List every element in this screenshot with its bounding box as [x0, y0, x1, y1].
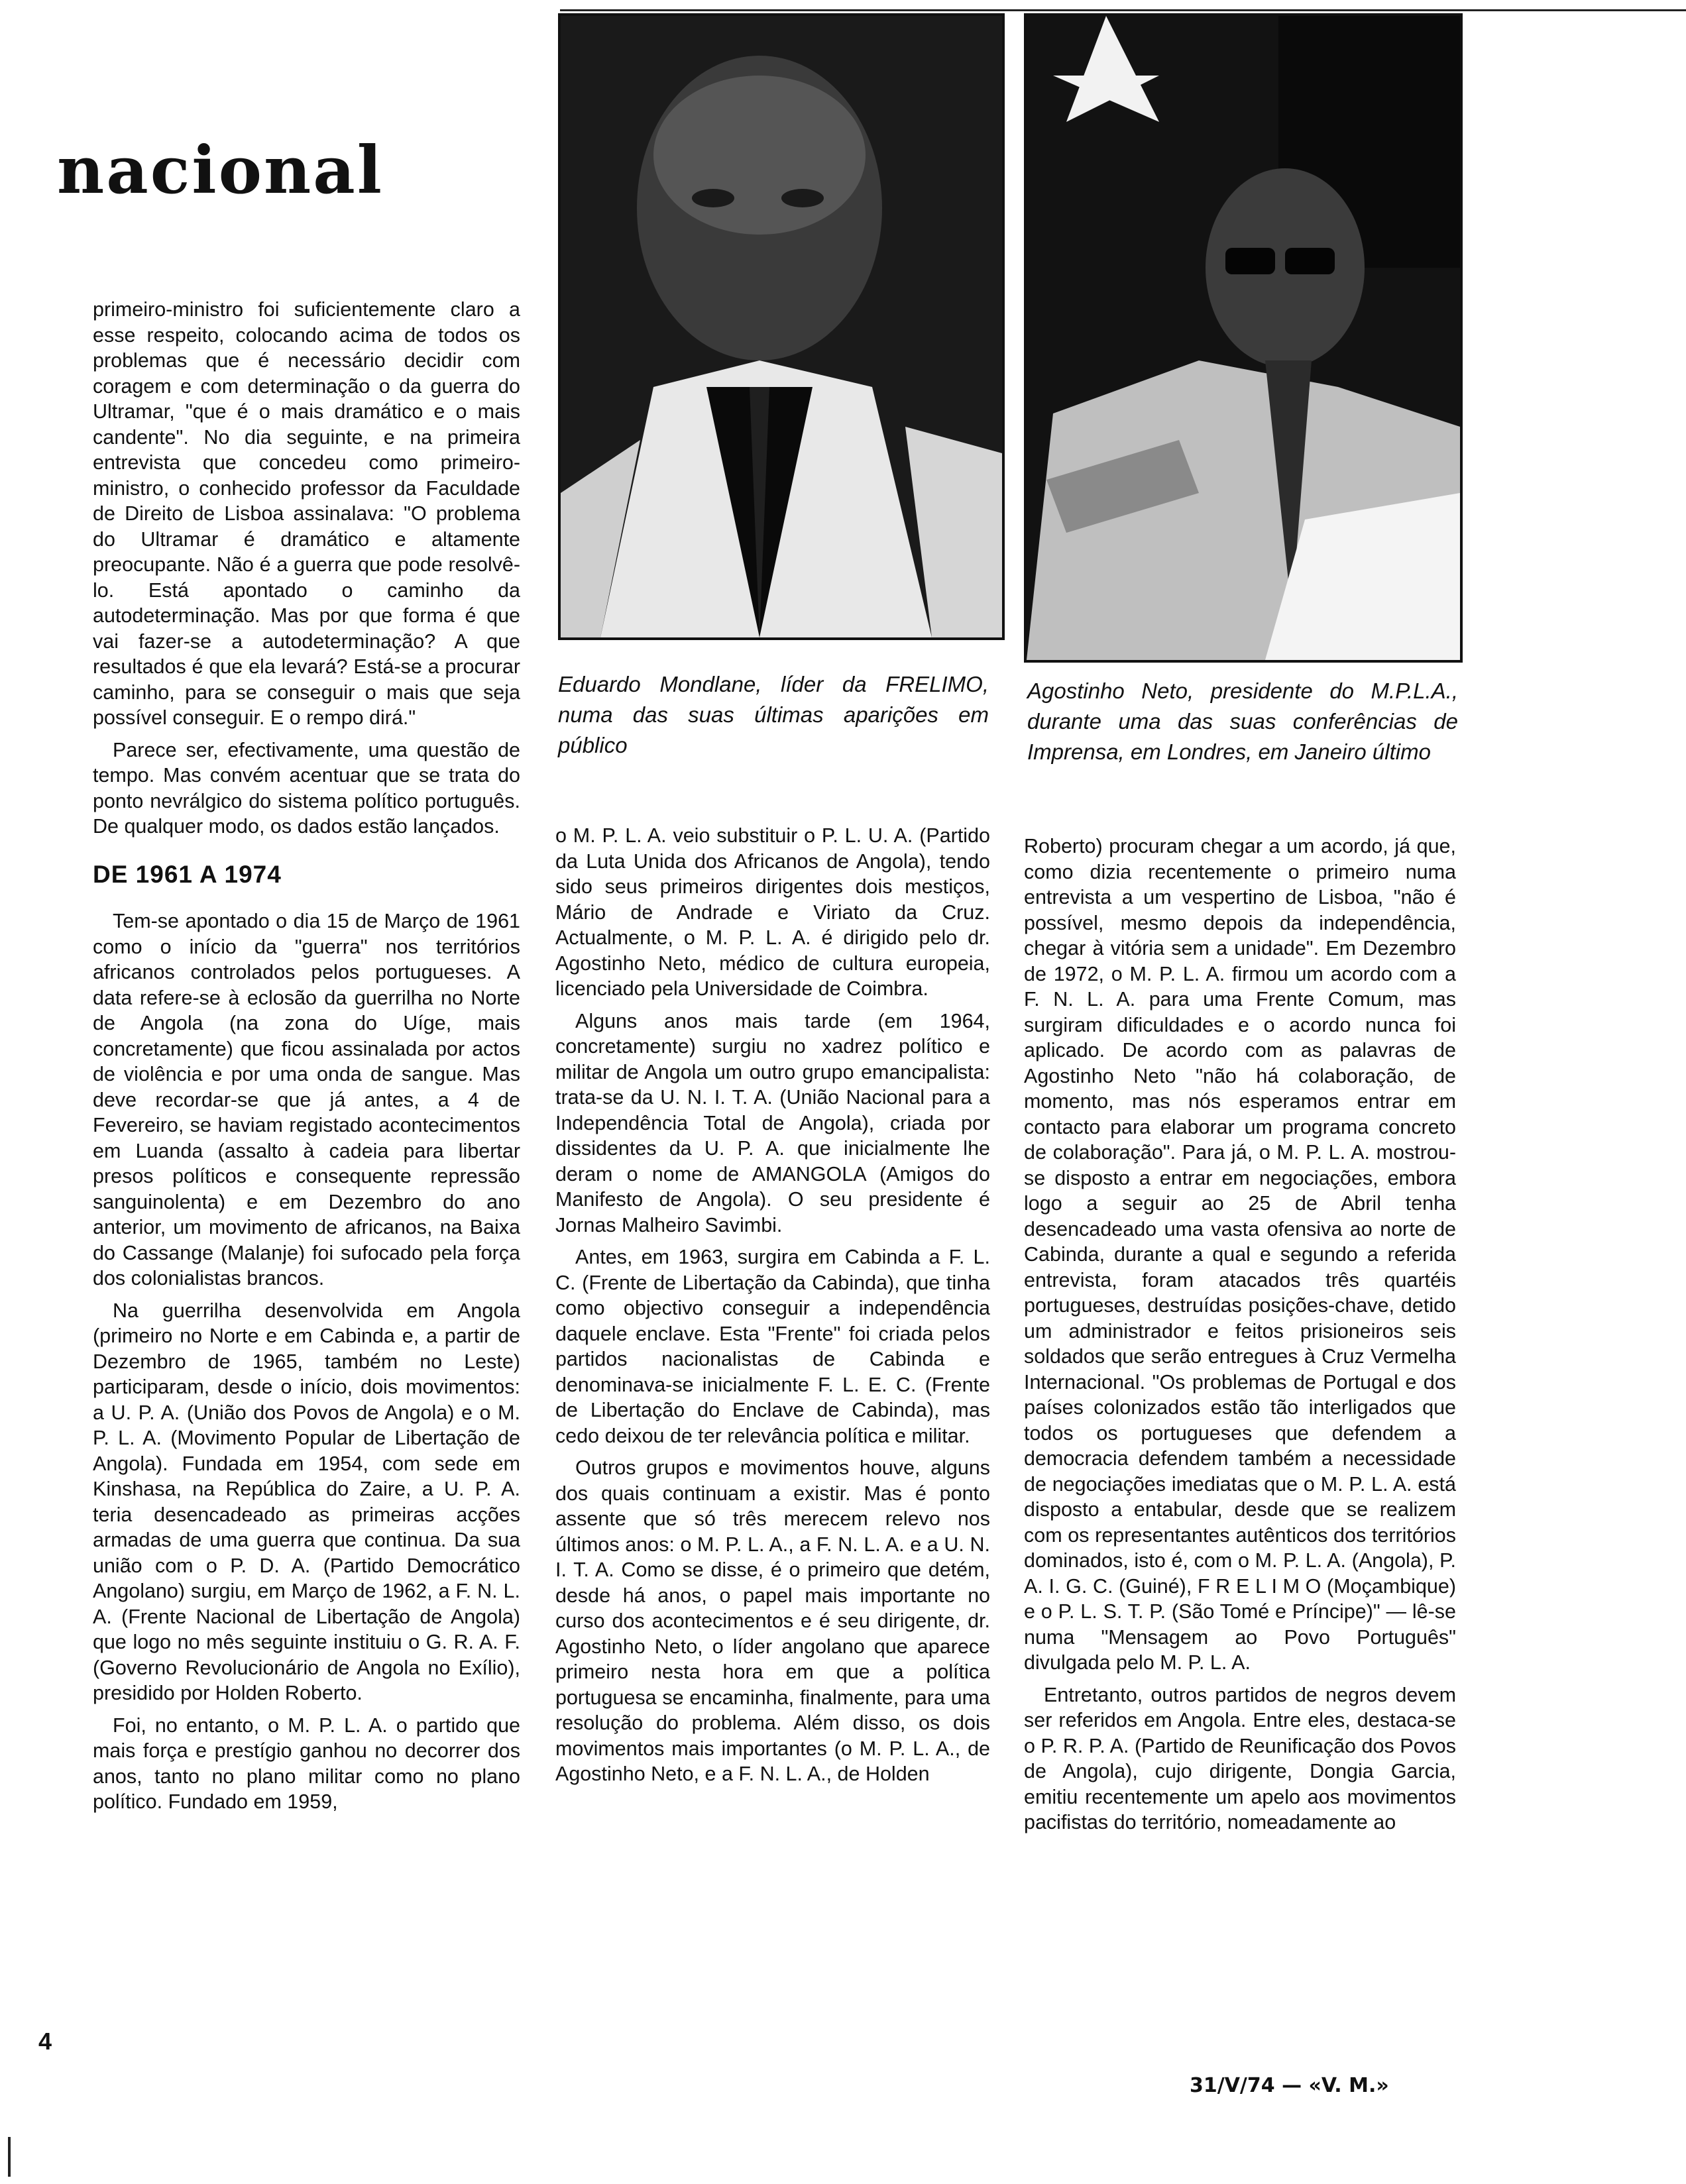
paragraph: Na guerrilha desenvolvida em Angola (primeiro no Norte e em Cabinda e, a partir de Dezembro de 1965, também no Leste) participaram, desde o início, dois movimentos: a U. P. A. (União dos Povos de Angola) e o M. P. L. A. (Movimento Popular de Libertação de Angola). Fundada em 1954, com sede em Kinshasa, na República do Zaire, a U. P. A. teria desencadeado as primeiras acções armadas de uma guerra que continua. Da sua união com o P. D. A. (Partido Democrático Angolano) surgiu, em Março de 1962, a F. N. L. A. (Frente Nacional de Libertação de Angola) que logo no mês seguinte instituiu o G. R. A. F. (Governo Revolucionário de Angola no Exílio), presidido por Holden Roberto.: [93, 1299, 520, 1704]
section-headline: nacional: [57, 133, 384, 209]
neto-photo: [1024, 13, 1463, 663]
mondlane-photo: [558, 13, 1005, 640]
top-rule: [560, 9, 1686, 11]
paragraph: primeiro-ministro foi suficientemente claro a esse respeito, colocando acima de todos os problemas que é necessário decidir com coragem e com determinação o da guerra do Ultramar, "que é o mais dramático e o mais candente". No dia seguinte, e na primeira entrevista que concedeu como primeiro-ministro, o conhecido professor da Faculdade de Direito de Lisboa assinalava: "O problema do Ultramar é dramático e altamente preocupante. Não é a guerra que pode resolvê-lo. Está apontado o caminho da autodeterminação. Mas por que forma é que vai fazer-se a autodeterminação? A que resultados é que ela levará? Está-se a procurar caminho, para se conseguir o mais que seja possível conseguir. E o rempo dirá.": [93, 298, 520, 729]
portrait-photo-neto-icon: [1027, 16, 1460, 660]
paragraph: Foi, no entanto, o M. P. L. A. o partido que mais força e prestígio ganhou no decorrer dos anos, tanto no plano militar como no plano político. Fundado em 1959,: [93, 1714, 520, 1813]
mondlane-caption: Eduardo Mondlane, líder da FRELIMO, numa das suas últimas aparições em público: [558, 672, 989, 757]
paragraph: Alguns anos mais tarde (em 1964, concretamente) surgiu no xadrez político e militar de Angola um outro grupo emancipalista: trata-se da U. N. I. T. A. (União Nacional para a Independência Total de Angola), criada por dissidentes da U. P. A. que inicialmente lhe deram o nome de AMANGOLA (Amigos do Manifesto de Angola). O seu presidente é Jornas Malheiro Savimbi.: [555, 1009, 990, 1236]
paragraph: Parece ser, efectivamente, uma questão de tempo. Mas convém acentuar que se trata do ponto nevrálgico do sistema político português. De qualquer modo, os dados estão lançados.: [93, 738, 520, 838]
neto-caption: Agostinho Neto, presidente do M.P.L.A., durante uma das suas conferências de Imprensa, em Londres, em Janeiro último: [1027, 679, 1458, 764]
portrait-photo-mondlane-icon: [561, 16, 1002, 637]
article-column-3: [1024, 834, 1456, 1842]
paragraph: o M. P. L. A. veio substituir o P. L. U. A. (Partido da Luta Unida dos Africanos de Angola), tendo sido seus primeiros dirigentes dois mestiços, Mário de Andrade e Viriato da Cruz. Actualmente, o M. P. L. A. é dirigido pelo dr. Agostinho Neto, médico de cultura europeia, licenciado pela Universidade de Coimbra.: [555, 824, 990, 1000]
page-number: 4: [38, 2028, 52, 2055]
paragraph: Entretanto, outros partidos de negros devem ser referidos em Angola. Entre eles, destaca-se o P. R. P. A. (Partido de Reunificação dos Povos de Angola), cujo dirigente, Dongia Garcia, emitiu recentemente um apelo aos movimentos pacifistas do território, nomeadamente ao: [1024, 1683, 1456, 1833]
section-subheading: DE 1961 A 1974: [93, 860, 282, 888]
article-column-2: [555, 823, 990, 1794]
margin-mark: [8, 2137, 11, 2177]
article-column-1: [93, 297, 520, 1822]
paragraph: Tem-se apontado o dia 15 de Março de 1961 como o início da "guerra" nos territórios africanos controlados pelos portugueses. A data refere-se à eclosão da guerrilha no Norte de Angola (na zona do Uíge, mais concretamente) que ficou assinalada por actos de violência e por uma onda de sangue. Mas deve recordar-se que já antes, a 4 de Fevereiro, se haviam registado acontecimentos em Luanda (assalto à cadeia para libertar presos políticos e consequente repressão sanguinolenta) e em Dezembro do ano anterior, um movimento de africanos, na Baixa do Cassange (Malanje) foi sufocado pela força dos colonialistas brancos.: [93, 910, 520, 1289]
paragraph: Outros grupos e movimentos houve, alguns dos quais continuam a existir. Mas é ponto assente que só três merecem relevo nos últimos anos: o M. P. L. A., a F. N. L. A. e a U. N. I. T. A. Como se disse, é o primeiro que detém, desde há anos, o papel mais importante no curso dos acontecimentos e é seu dirigente, dr. Agostinho Neto, o líder angolano que aparece primeiro nesta hora em que a política portuguesa se encaminha, finalmente, para uma resolução do problema. Além disso, os dois movimentos mais importantes (o M. P. L. A., de Agostinho Neto, e a F. N. L. A., de Holden: [555, 1456, 990, 1785]
paragraph: Roberto) procuram chegar a um acordo, já que, como dizia recentemente o primeiro numa entrevista a um vespertino de Lisboa, "não é possível, mesmo depois da independência, chegar à vitória sem a unidade". Em Dezembro de 1972, o M. P. L. A. firmou um acordo com a F. N. L. A. para uma Frente Comum, mas surgiram dificuldades e o acordo nunca foi aplicado. De acordo com as palavras de Agostinho Neto "não há colaboração, de momento, mas nós esperamos entrar em contacto para elaborar um programa concreto de colaboração". Para já, o M. P. L. A. mostrou-se disposto a entrar em negociações, embora logo a seguir ao 25 de Abril tenha desencadeado uma vasta ofensiva ao norte de Cabinda, durante a qual e segundo a referida entrevista, foram atacados três quartéis portugueses, destruídas posições-chave, detido um administrador e feitos prisioneiros seis soldados que serão entregues à Cruz Vermelha Internacional. "Os problemas de Portugal e dos países colonizados estão tão interligados que todos os portugueses que defendem a democracia defendem também a necessidade de negociações imediatas que o M. P. L. A. está disposto a entabular, desde que se realizem com os representantes autênticos dos territórios dominados, isto é, com o M. P. L. A. (Angola), P. A. I. G. C. (Guiné), F R E L I M O (Moçambique) e o P. L. S. T. P. (São Tomé e Príncipe)" — lê-se numa "Mensagem ao Povo Português" divulgada pelo M. P. L. A.: [1024, 835, 1456, 1674]
paragraph: Antes, em 1963, surgira em Cabinda a F. L. C. (Frente de Libertação da Cabinda), que tinha como objectivo conseguir a independência daquele enclave. Esta "Frente" foi criada pelos partidos nacionalistas de Cabinda e denominava-se inicialmente F. L. E. C. (Frente de Libertação do Enclave de Cabinda), mas cedo deixou de ter relevância política e militar.: [555, 1246, 990, 1447]
issue-date: 31/V/74 — «V. M.»: [1190, 2074, 1389, 2097]
